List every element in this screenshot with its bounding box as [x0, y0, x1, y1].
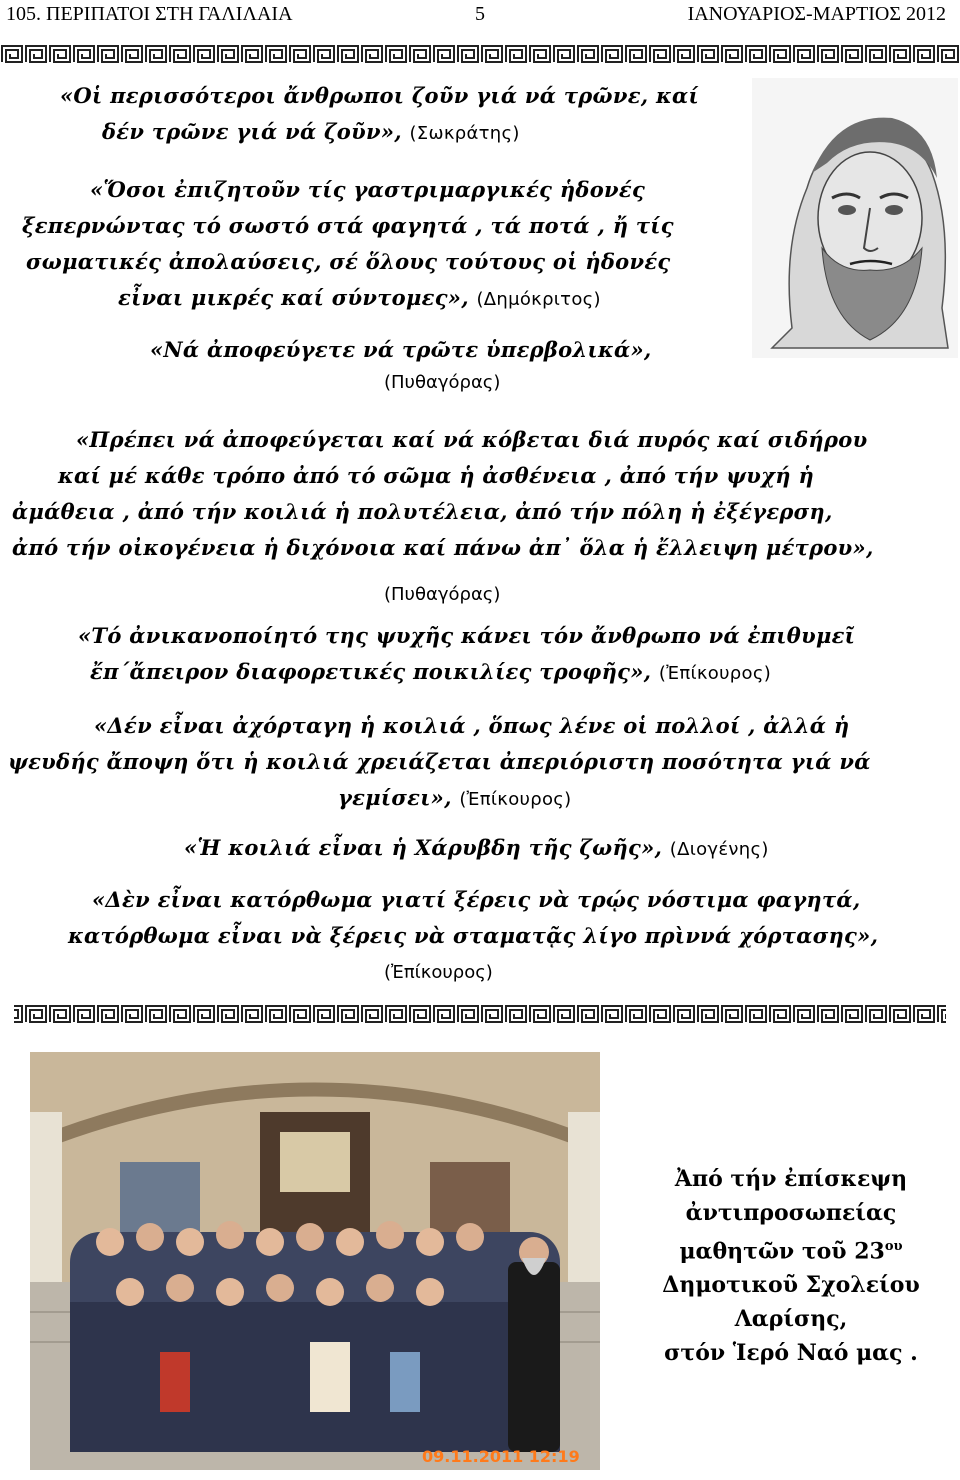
caption-superscript: ου — [884, 1239, 903, 1254]
group-photo-image — [30, 1052, 600, 1470]
quote-pythagoras-1 — [150, 332, 652, 368]
quote-democritus — [22, 172, 742, 318]
quote-author: (Δημόκριτος) — [476, 289, 601, 310]
photo-caption — [628, 1162, 954, 1370]
header-page-number: 5 — [475, 3, 485, 25]
page-header — [0, 0, 960, 28]
philosopher-portrait-image — [752, 78, 958, 358]
quote-author: (Σωκράτης) — [409, 123, 520, 144]
quote-line: «Ἡ κοιλιά εἶναι ἡ Χάρυβδη τῆς ζωῆς», — [184, 835, 663, 860]
caption-line: Δημοτικοῦ Σχολείου — [662, 1272, 920, 1299]
quote-line: γεμίσει», — [338, 785, 452, 810]
quote-line: εἶναι μικρές καί σύντομες», — [118, 285, 469, 310]
header-publication: 105. ΠΕΡΙΠΑΤΟΙ ΣΤΗ ΓΑΛΙΛΑΙΑ — [6, 3, 293, 25]
quote-line: «Τό ἀνικανοποίητό της ψυχῆς κάνει τόν ἄνθρωπο νά ἐπιθυμεῖ — [78, 623, 856, 648]
quote-socrates — [60, 78, 699, 152]
quote-line: σωματικές ἀπολαύσεις, σέ ὅλους τούτους οἱ ἡδονές — [26, 249, 671, 274]
caption-line: Ἀπό τήν ἐπίσκεψη — [674, 1166, 908, 1192]
quote-author: (Ἐπίκουρος) — [658, 663, 772, 684]
quote-author: (Ἐπίκουρος) — [384, 962, 493, 983]
quote-diogenes — [184, 830, 769, 868]
quote-author: (Διογένης) — [669, 839, 769, 860]
caption-line — [628, 1230, 954, 1268]
quote-line: «Οἱ περισσότεροι ἄνθρωποι ζοῦν γιά νά τρῶνε, καί — [60, 83, 699, 108]
caption-line: ἀντιπροσωπείας — [685, 1200, 897, 1226]
quote-line: δέν τρῶνε γιά νά ζοῦν», — [102, 119, 402, 144]
quote-line: «Πρέπει νά ἀποφεύγεται καί νά κόβεται διά πυρός καί σιδήρου — [76, 427, 868, 452]
photo-timestamp: 09.11.2011 12:19 — [422, 1447, 580, 1466]
caption-line: στόν Ἱερό Ναό μας . — [664, 1340, 918, 1367]
quote-epicurus-1 — [78, 618, 958, 692]
header-date: ΙΑΝΟΥΑΡΙΟΣ-ΜΑΡΤΙΟΣ 2012 — [687, 3, 946, 25]
caption-line-text: μαθητῶν τοῦ 23 — [679, 1238, 885, 1265]
quote-author: (Ἐπίκουρος) — [459, 789, 572, 810]
quote-line: καί μέ κάθε τρόπο ἀπό τό σῶμα ἡ ἀσθένεια , ἀπό τήν ψυχή ἡ — [58, 463, 815, 488]
quote-line: ἔπ΄ἄπειρον διαφορετικές ποικιλίες τροφῆς», — [90, 659, 652, 684]
quote-line: «Δέν εἶναι ἀχόρταγη ἡ κοιλιά , ὅπως λένε οἱ πολλοί , ἀλλά ἡ — [94, 713, 850, 738]
quote-line: ἀπό τήν οἰκογένεια ἡ διχόνοια καί πάνω ἀπ᾽ ὅλα ἡ ἔλλειψη μέτρου», — [12, 535, 874, 560]
quote-line: «Δὲν εἶναι κατόρθωμα γιατί ξέρεις νὰ τρῴς νόστιμα φαγητά, — [92, 887, 861, 912]
meander-border-top — [0, 44, 960, 64]
quote-author: (Πυθαγόρας) — [384, 584, 501, 605]
caption-line: Λαρίσης, — [734, 1306, 848, 1333]
quote-line: «Ὅσοι ἐπιζητοῦν τίς γαστριμαργικές ἡδονές — [90, 177, 646, 202]
quote-line: κατόρθωμα εἶναι νὰ ξέρεις νὰ σταματᾷς λίγο πρὶννά χόρτασης», — [68, 923, 879, 948]
quote-epicurus-2 — [8, 708, 958, 818]
meander-border-bottom — [0, 1004, 960, 1024]
quote-line: ἀμάθεια , ἀπό τήν κοιλιά ἡ πολυτέλεια, ἀπό τήν πόλη ἡ ἐξέγερση, — [12, 499, 833, 524]
quote-line: «Νά ἀποφεύγετε νά τρῶτε ὑπερβολικά», — [150, 337, 652, 362]
quote-pythagoras-2 — [12, 422, 952, 566]
quote-line: ψευδής ἄποψη ὅτι ἡ κοιλιά χρειάζεται ἀπεριόριστη ποσότητα γιά νά — [8, 749, 871, 774]
quote-author: (Πυθαγόρας) — [384, 372, 501, 393]
quote-epicurus-3 — [68, 882, 958, 954]
quote-line: ξεπερνώντας τό σωστό στά φαγητά , τά ποτά , ἤ τίς — [22, 213, 674, 238]
